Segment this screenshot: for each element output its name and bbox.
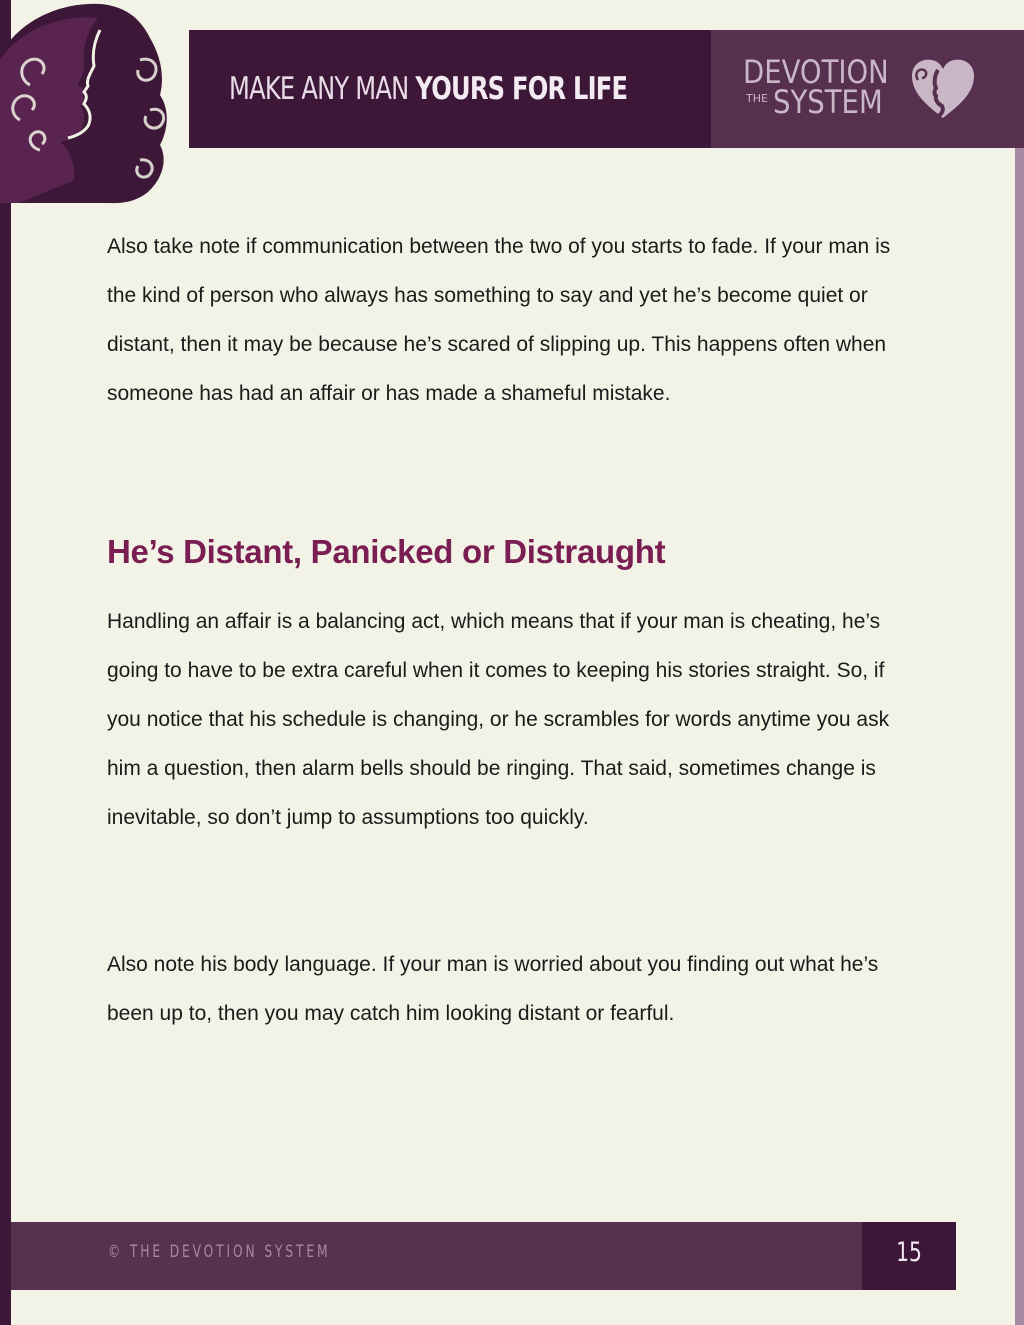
brand-logo xyxy=(741,54,901,124)
brand-panel xyxy=(711,30,1024,148)
paragraph-body-language: Also note his body language. If your man is worried about you finding out what he’s been up to, then you may catch him looking distant or fearful. xyxy=(107,953,879,1025)
footer-copyright: © THE DEVOTION SYSTEM xyxy=(108,1242,331,1262)
header-title xyxy=(229,71,627,107)
woman-silhouette-logo xyxy=(0,0,190,205)
header-banner xyxy=(189,30,1024,148)
footer-bar xyxy=(11,1222,862,1290)
footer xyxy=(11,1222,956,1290)
page-number: 15 xyxy=(896,1237,922,1268)
brand-devotion-text: DEVOTION xyxy=(743,53,889,91)
paragraph-balancing-act: Handling an affair is a balancing act, which means that if your man is cheating, he’s going to have to be extra careful when it comes to keeping his stories straight. So, if you notice that his schedule is changing, or he scrambles for words anytime you ask him a question, then alarm bells should be ringing. That said, sometimes change is inevitable, so don’t jump to assumptions too quickly. xyxy=(107,610,890,829)
section-heading: He’s Distant, Panicked or Distraught xyxy=(107,533,666,570)
right-edge-bar xyxy=(1015,148,1024,1325)
header-title-bold: YOURS FOR LIFE xyxy=(415,71,628,107)
brand-system-text: SYSTEM xyxy=(773,83,883,121)
page-number-box xyxy=(862,1222,956,1290)
heart-profile-icon xyxy=(908,56,978,122)
header-title-regular: MAKE ANY MAN xyxy=(229,71,416,107)
paragraph-communication: Also take note if communication between the two of you starts to fade. If your man is the kind of person who always has something to say and yet he’s become quiet or distant, then it may be because he’s scared of slipping up. This happens often when someone has had an affair or has made a shameful mistake. xyxy=(107,235,891,405)
header-title-panel xyxy=(189,30,711,148)
brand-the-text: THE xyxy=(746,92,768,105)
